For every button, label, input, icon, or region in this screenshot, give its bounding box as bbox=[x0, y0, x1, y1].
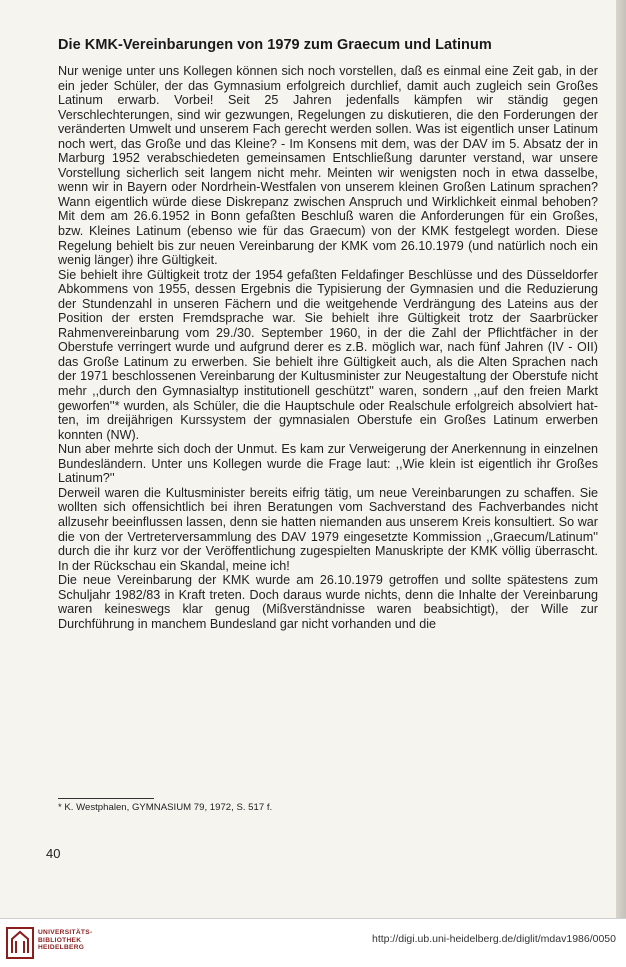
page-number: 40 bbox=[46, 846, 61, 861]
paragraph: Nur wenige unter uns Kollegen können sich noch vorstellen, daß es einmal eine Zeit gab, in der ein jeder Schüler, der das Gymnasium erfolgreich durchlief, damit auch zugleich sein Großes Latinum erwarb. Vorbei! Seit 25 Jahren jedenfalls kämpfen wir ständig gegen Verschlechterungen, sind wir gezwungen, Regelungen zu diskutieren, die den Forderungen der veränderten Umwelt und unserem Fach gerecht werden sollen. Was ist eigentlich unser Latinum noch wert, das Große und das Kleine? - Im Konsens mit dem, was der DAV im 5. Absatz der in Marburg 1952 verabschiedeten gemeinsamen Entschließung darunter verstand, war unsere Vorstellung sicherlich seit langem nicht mehr. Meinten wir wenigsten noch in etwa dasselbe, wenn wir in Bayern oder Nordrhein-Westfalen von unserem kleinen Großen Latinum sprachen? Wann eigentlich würde diese Diskrepanz zwischen Anspruch und Wirklichkeit einmal behoben? Mit dem am 26.6.1952 in Bonn gefaßten Beschluß waren die Anforderungen für ein Großes, bzw. Kleines Latinum (ebenso wie für das Graecum) von der KMK festgelegt worden. Diese Regelung behielt bis zur neuen Vereinbarung der KMK vom 26.10.1979 (und natürlich noch ein wenig länger) ihre Gültigkeit. bbox=[58, 64, 598, 268]
library-name-line: BIBLIOTHEK bbox=[38, 936, 82, 944]
article-title: Die KMK-Vereinbarungen von 1979 zum Graecum und Latinum bbox=[58, 37, 492, 53]
page-edge bbox=[616, 0, 626, 918]
library-logo-icon[interactable] bbox=[6, 927, 34, 959]
footnote: * K. Westphalen, GYMNASIUM 79, 1972, S. 517 f. bbox=[58, 802, 273, 813]
library-name-line: HEIDELBERG bbox=[38, 944, 85, 952]
permalink-url[interactable]: http://digi.ub.uni-heidelberg.de/diglit/mdav1986/0050 bbox=[371, 933, 616, 945]
paragraph: Nun aber mehrte sich doch der Unmut. Es kam zur Verweigerung der Anerkennung in einzelnen Bundesländern. Unter uns Kollegen wurde die Frage laut: ,,Wie klein ist eigentlich ihr Großes Latinum?'' bbox=[58, 442, 598, 486]
library-name-line: UNIVERSITÄTS- bbox=[38, 929, 93, 936]
footnote-divider bbox=[58, 798, 154, 799]
digitization-footer bbox=[0, 918, 626, 967]
paragraph: Die neue Vereinbarung der KMK wurde am 26.10.1979 getroffen und sollte spätestens zum Schuljahr 1982/83 in Kraft treten. Doch daraus wurde nichts, denn die Inhalte der Vereinbarung waren keineswegs klar genug (Mißverständnisse waren beabsichtigt), der Wille zur Durchführung in manchem Bundesland gar nicht vorhanden und die bbox=[58, 573, 598, 631]
paragraph: Derweil waren die Kultusminister bereits eifrig tätig, um neue Vereinbarungen zu schaffen. Sie wollten sich offensichtlich bei ihren Beratungen vom Sachverstand des Fachverbandes nicht allzusehr beeinflussen lassen, denn sie hatten niemanden aus unserem Kreis konsultiert. So war die von der Vertreterversammlung des DAV 1979 eingesetzte Kommission ,,Graecum/Latinum'' durch die ihr kurz vor der Veröffentlichung zugespielten Manuskripte der KMK völlig überrascht. In der Rückschau ein Skandal, meine ich! bbox=[58, 485, 598, 573]
library-name[interactable] bbox=[38, 929, 92, 952]
article-body bbox=[58, 64, 598, 631]
paragraph: Sie behielt ihre Gültigkeit trotz der 1954 gefaßten Feldafinger Beschlüsse und des Düsseldorfer Abkommens von 1955, dessen Ergebnis die Typisierung der Gymnasien und die Reduzierung der Stundenzahl in unseren Fächern und die weitgehende Verdrängung des Lateins aus der Position der ersten Fremdsprache war. Sie behielt ihre Gültigkeit trotz der Saarbrücker Rahmenvereinbarung vom 29./30. September 1960, in der die Zahl der Pflichtfächer in der Oberstufe verringert wurde und aufgrund derer es z.B. möglich war, nach fünf Jahren (IV - OII) das Große Latinum zu erwerben. Sie behielt ihre Gültigkeit auch, als die Alten Sprachen nach der 1971 beschlossenen Vereinbarung der Kultusminister zur Neugestaltung der Oberstufe nicht mehr ,,durch den Gymnasialtyp institutionell geschützt'' waren, sondern ,,auf den freien Markt geworfen''* wurden, als Schüler, die die Hauptschule oder Realschule erfolgreich absolviert hatten, im dreijährigen Kurssystem der gymnasialen Oberstufe ein Großes Latinum erwerben konnten (NW). bbox=[58, 267, 598, 442]
